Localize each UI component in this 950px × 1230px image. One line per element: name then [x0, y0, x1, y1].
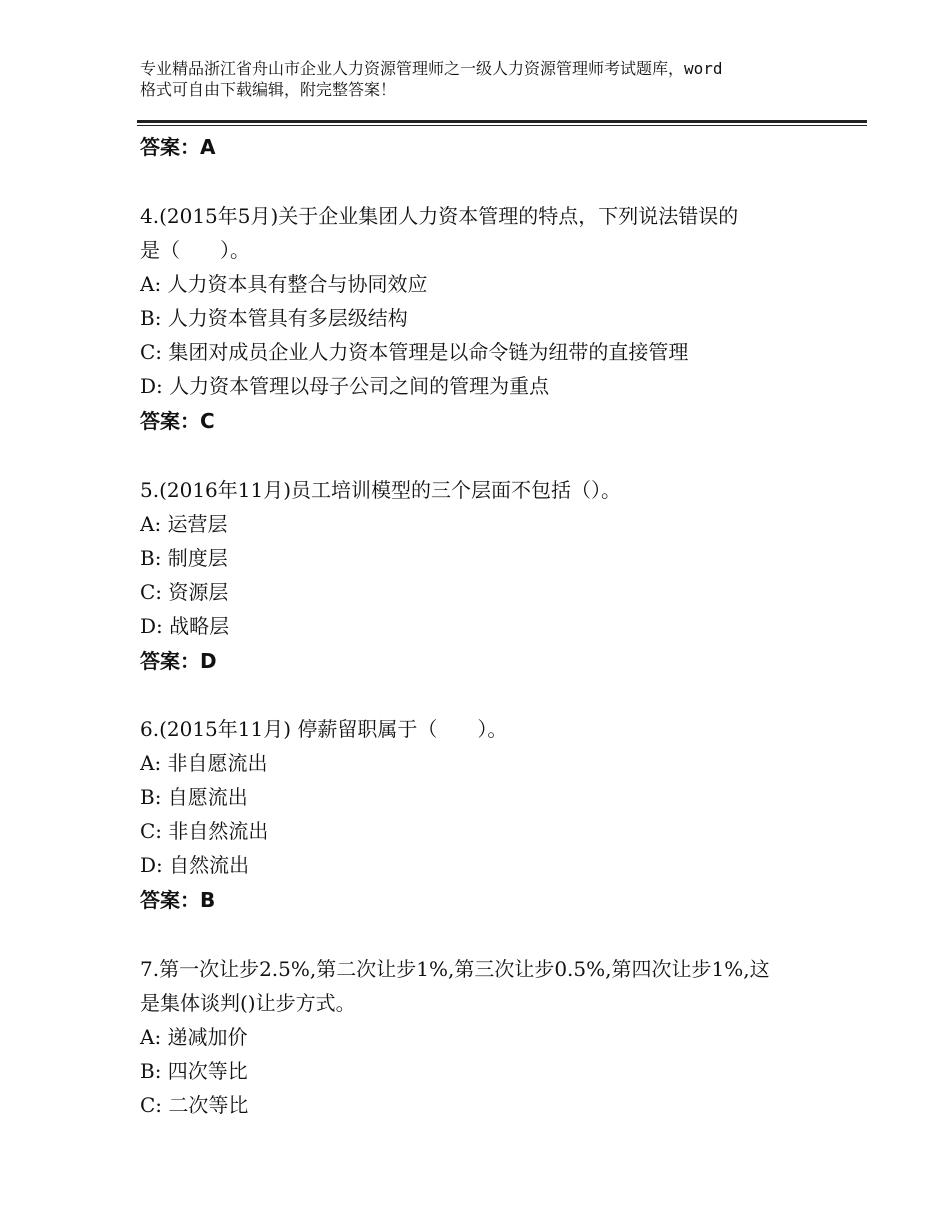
question-4-answer: 答案：C [140, 409, 215, 433]
question-7-option-b: B: 四次等比 [140, 1059, 248, 1083]
question-6-option-c: C: 非自然流出 [140, 819, 269, 843]
question-5-stem: 5.(2016年11月)员工培训模型的三个层面不包括（）。 [140, 478, 622, 502]
answer-prev: 答案：A [140, 135, 216, 159]
document-header [140, 58, 830, 100]
question-4-option-d: D: 人力资本管理以母子公司之间的管理为重点 [140, 374, 550, 398]
question-4-option-a: A: 人力资本具有整合与协同效应 [140, 272, 428, 296]
question-5-answer: 答案：D [140, 649, 217, 673]
header-rule-thin [137, 125, 867, 126]
question-6-stem: 6.(2015年11月) 停薪留职属于（ ）。 [140, 717, 508, 741]
question-7-option-c: C: 二次等比 [140, 1093, 249, 1117]
question-4-option-b: B: 人力资本管具有多层级结构 [140, 306, 408, 330]
header-line-1: 专业精品浙江省舟山市企业人力资源管理师之一级人力资源管理师考试题库，word [140, 59, 723, 78]
question-6-option-d: D: 自然流出 [140, 853, 250, 877]
question-6-option-b: B: 自愿流出 [140, 785, 248, 809]
question-7-option-a: A: 递减加价 [140, 1025, 248, 1049]
question-5-option-a: A: 运营层 [140, 512, 228, 536]
question-7-stem-line-1: 7.第一次让步2.5%,第二次让步1%,第三次让步0.5%,第四次让步1%,这 [140, 957, 770, 981]
question-4-stem-line-1: 4.(2015年5月)关于企业集团人力资本管理的特点，下列说法错误的 [140, 204, 739, 228]
question-6-answer: 答案：B [140, 888, 216, 912]
question-5-option-d: D: 战略层 [140, 614, 230, 638]
question-7-stem-line-2: 是集体谈判()让步方式。 [140, 991, 356, 1015]
question-4-stem-line-2: 是（ ）。 [140, 238, 250, 262]
header-rule-thick [137, 120, 867, 123]
question-4-option-c: C: 集团对成员企业人力资本管理是以命令链为纽带的直接管理 [140, 340, 689, 364]
question-5-option-c: C: 资源层 [140, 580, 229, 604]
question-6-option-a: A: 非自愿流出 [140, 751, 268, 775]
question-5-option-b: B: 制度层 [140, 546, 228, 570]
header-line-2: 格式可自由下载编辑，附完整答案！ [140, 80, 397, 99]
